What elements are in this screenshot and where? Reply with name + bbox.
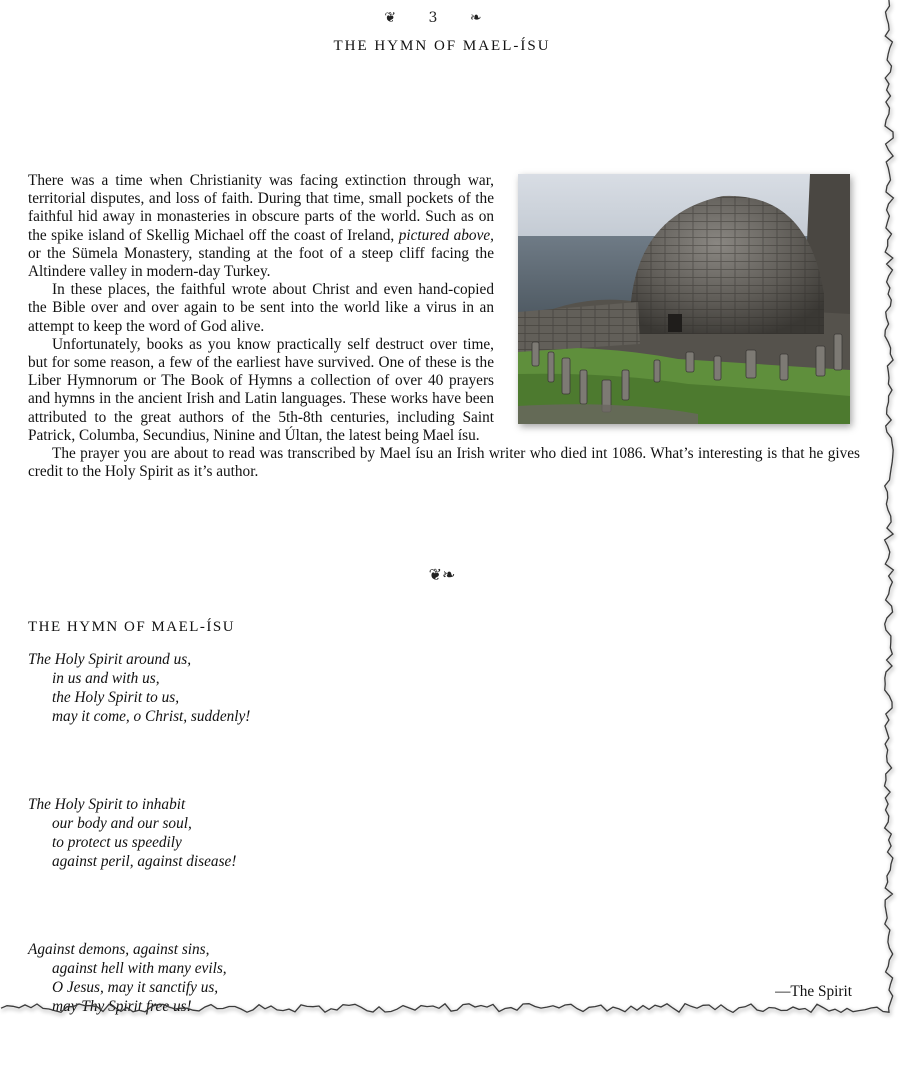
poem-title: THE HYMN OF MAEL-ÍSU <box>28 619 236 635</box>
article-body <box>28 172 860 481</box>
paragraph-2: In these places, the faithful wrote about Christ and even hand-copied the Bible over and over again to be sent into the world like a virus in an attempt to keep the word of God alive. <box>28 281 494 335</box>
paragraph-1-italic: pictured above, <box>398 226 494 244</box>
poem-line: to protect us speedily <box>52 834 182 851</box>
poem-body <box>28 650 628 1085</box>
poem-line: against hell with many evils, <box>52 960 227 977</box>
poem-line: The Holy Spirit around us, <box>28 651 192 668</box>
poem-line: Against demons, against sins, <box>28 941 210 958</box>
poem-line: may Thy Spirit free us! <box>52 998 192 1015</box>
poem-attribution: —The Spirit <box>775 983 852 1000</box>
poem-line: may it come, o Christ, suddenly! <box>52 708 251 725</box>
poem-line: The Holy Spirit to inhabit <box>28 796 186 813</box>
poem-line: in us and with us, <box>52 670 160 687</box>
stanza <box>28 795 628 871</box>
poem-line: against peril, against disease! <box>52 853 237 870</box>
page-number-ornament: ❦ 3 ❧ <box>384 10 496 26</box>
stanza <box>28 650 628 726</box>
skellig-michael-photo <box>518 174 850 424</box>
stanza <box>28 940 628 1016</box>
poem-line: O Jesus, may it sanctify us, <box>52 979 219 996</box>
running-head: THE HYMN OF MAEL-ÍSU <box>333 38 551 54</box>
section-divider-ornament: ❦❧ <box>428 565 456 584</box>
poem-line: the Holy Spirit to us, <box>52 689 180 706</box>
paragraph-1-text-b: or the Sümela Monastery, standing at the foot of a steep cliff facing the Altindere valley in modern-day Turkey. <box>28 244 494 281</box>
paragraph-1-text-a: There was a time when Christianity was facing extinction through war, territorial disputes, and loss of faith. During that time, small pockets of the faithful hid away in monasteries in obscure parts of the world. Such as on the spike island of Skellig Michael off the coast of Ireland, <box>28 172 494 244</box>
poem-line: our body and our soul, <box>52 815 192 832</box>
paragraph-4: The prayer you are about to read was transcribed by Mael ísu an Irish writer who died int 1086. What’s interesting is that he gives credit to the Holy Spirit as it’s author. <box>28 445 860 481</box>
paragraph-3: Unfortunately, books as you know practically self destruct over time, but for some reason, a few of the earliest have survived. One of these is the Liber Hymnorum or The Book of Hymns a collection of over 40 prayers and hymns in the ancient Irish and Latin languages. These works have been attributed to the great authors of the 5th-8th centuries, including Saint Patrick, Columba, Secundius, Ninine and Últan, the latest being Mael ísu. <box>28 335 494 444</box>
